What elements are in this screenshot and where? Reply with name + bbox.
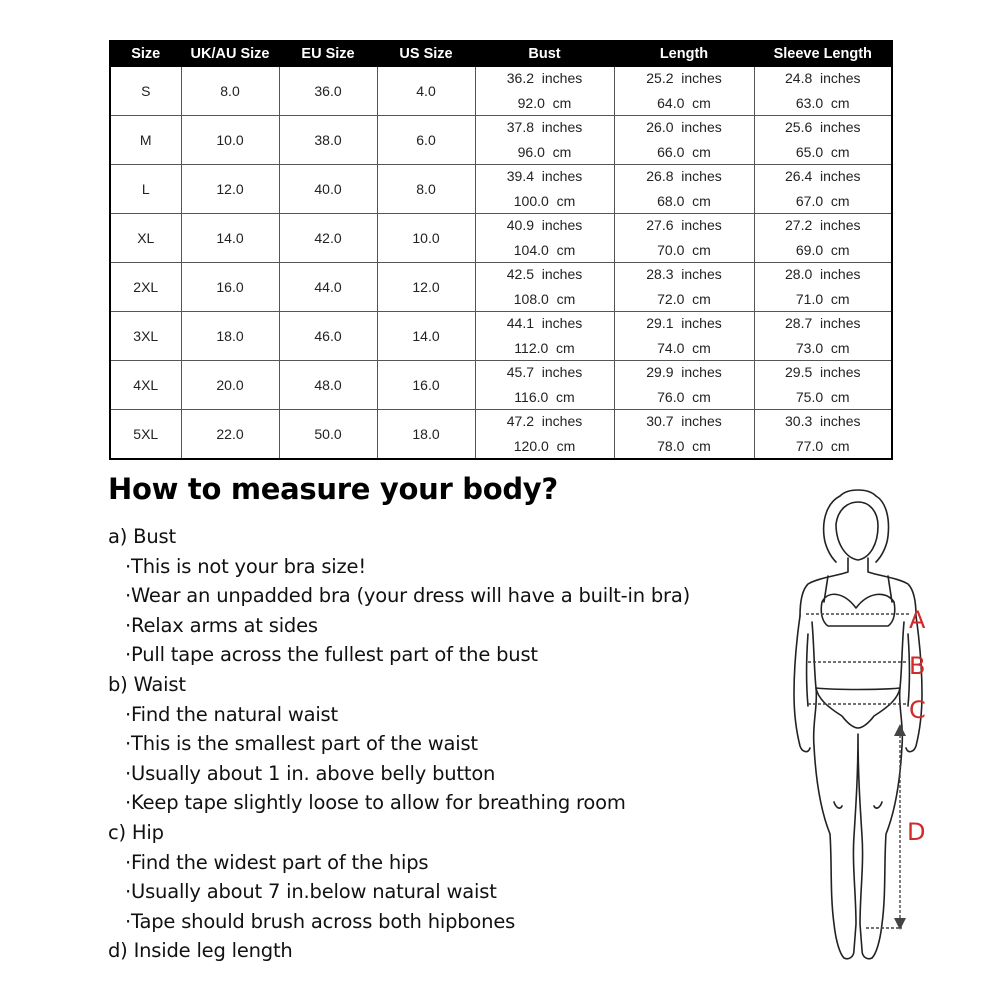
measure-guide-title: How to measure your body? [108, 472, 558, 506]
section-heading: c) Hip [108, 820, 164, 844]
sleeve-length-cm: 69.0 cm [795, 242, 850, 258]
size-cell: 2XL [110, 263, 181, 312]
table-row [110, 312, 892, 361]
length-cell [614, 312, 754, 361]
length-inches: 26.8 inches [646, 168, 722, 184]
bust-cm: 116.0 cm [514, 389, 575, 405]
us-size-cell: 16.0 [377, 361, 475, 410]
bust-cell [475, 410, 614, 460]
sleeve-length-cm: 67.0 cm [795, 193, 850, 209]
size-cell: M [110, 116, 181, 165]
bust-inches: 42.5 inches [506, 266, 583, 282]
sleeve-length-inches: 25.6 inches [785, 119, 861, 135]
sleeve-length-cell [754, 67, 892, 116]
length-cm: 72.0 cm [657, 291, 711, 307]
length-cell [614, 410, 754, 460]
section-heading: b) Waist [108, 672, 186, 696]
length-inches: 29.9 inches [646, 364, 722, 380]
eu-size-cell: 46.0 [279, 312, 377, 361]
list-item: ·Keep tape slightly loose to allow for breathing room [125, 791, 626, 815]
bust-cm: 96.0 cm [517, 144, 572, 160]
size-cell: 5XL [110, 410, 181, 460]
length-cm: 70.0 cm [657, 242, 711, 258]
section-heading: d) Inside leg length [108, 939, 293, 963]
table-row [110, 116, 892, 165]
header-eu-size: EU Size [279, 41, 377, 67]
length-cm: 66.0 cm [657, 144, 711, 160]
bust-cell [475, 67, 614, 116]
sleeve-length-inches: 24.8 inches [785, 70, 861, 86]
table-row [110, 410, 892, 460]
sleeve-length-inches: 27.2 inches [785, 217, 861, 233]
length-inches: 29.1 inches [646, 315, 722, 331]
sleeve-length-cm: 63.0 cm [795, 95, 850, 111]
eu-size-cell: 50.0 [279, 410, 377, 460]
table-row [110, 165, 892, 214]
us-size-cell: 4.0 [377, 67, 475, 116]
sleeve-length-cm: 73.0 cm [795, 340, 850, 356]
list-item: ·Relax arms at sides [125, 613, 318, 637]
section-heading: a) Bust [108, 525, 176, 548]
tape-leg-arrow-bottom-icon [894, 918, 906, 930]
sleeve-length-inches: 29.5 inches [785, 364, 861, 380]
us-size-cell: 8.0 [377, 165, 475, 214]
bust-cell [475, 165, 614, 214]
figure-briefs [816, 688, 900, 728]
list-item: ·Wear an unpadded bra (your dress will have a built-in bra) [125, 584, 691, 608]
length-cm: 78.0 cm [657, 438, 711, 454]
length-cell [614, 165, 754, 214]
length-cm: 76.0 cm [657, 389, 711, 405]
label-c: C [909, 696, 926, 724]
table-row [110, 214, 892, 263]
label-d: D [907, 818, 926, 846]
bust-inches: 36.2 inches [506, 70, 583, 86]
sleeve-length-inches: 30.3 inches [785, 413, 861, 429]
bust-cell [475, 312, 614, 361]
size-chart-header-row [110, 41, 892, 67]
list-item: ·Usually about 1 in. above belly button [125, 761, 496, 785]
bust-inches: 39.4 inches [506, 168, 583, 184]
length-cell [614, 361, 754, 410]
body-measurement-figure [778, 484, 938, 974]
size-cell: L [110, 165, 181, 214]
us-size-cell: 6.0 [377, 116, 475, 165]
bust-inches: 47.2 inches [506, 413, 583, 429]
us-size-cell: 10.0 [377, 214, 475, 263]
list-item: ·Pull tape across the fullest part of the bust [125, 643, 538, 667]
us-size-cell: 18.0 [377, 410, 475, 460]
length-cell [614, 263, 754, 312]
bust-cm: 104.0 cm [513, 242, 576, 258]
tape-leg-arrow-top-icon [894, 724, 906, 736]
table-row [110, 263, 892, 312]
label-b: B [909, 652, 926, 680]
header-size: Size [110, 41, 181, 67]
figure-legs [814, 734, 902, 959]
eu-size-cell: 38.0 [279, 116, 377, 165]
bust-cell [475, 361, 614, 410]
bust-inches: 44.1 inches [506, 315, 583, 331]
sleeve-length-cm: 75.0 cm [795, 389, 850, 405]
sleeve-length-cell [754, 410, 892, 460]
sleeve-length-inches: 26.4 inches [785, 168, 861, 184]
length-cm: 64.0 cm [657, 95, 711, 111]
us-size-cell: 14.0 [377, 312, 475, 361]
sleeve-length-cm: 77.0 cm [795, 438, 850, 454]
eu-size-cell: 36.0 [279, 67, 377, 116]
bust-cm: 100.0 cm [513, 193, 576, 209]
sleeve-length-inches: 28.7 inches [785, 315, 861, 331]
measure-guide-sections [108, 522, 748, 966]
list-item: ·Usually about 7 in.below natural waist [125, 880, 497, 904]
size-cell: 4XL [110, 361, 181, 410]
figure-bra [821, 576, 895, 626]
header-length: Length [614, 41, 754, 67]
eu-size-cell: 40.0 [279, 165, 377, 214]
figure-head [824, 490, 889, 562]
size-cell: S [110, 67, 181, 116]
header-bust: Bust [475, 41, 614, 67]
eu-size-cell: 44.0 [279, 263, 377, 312]
uk-au-size-cell: 18.0 [181, 312, 279, 361]
length-cell [614, 116, 754, 165]
sleeve-length-cell [754, 214, 892, 263]
uk-au-size-cell: 16.0 [181, 263, 279, 312]
length-cell [614, 214, 754, 263]
length-cm: 68.0 cm [657, 193, 711, 209]
sleeve-length-inches: 28.0 inches [785, 266, 861, 282]
bust-cm: 92.0 cm [517, 95, 572, 111]
length-cell [614, 67, 754, 116]
list-item: ·This is the smallest part of the waist [125, 732, 478, 756]
list-item: ·Find the widest part of the hips [125, 850, 429, 874]
bust-cm: 120.0 cm [513, 438, 576, 454]
length-inches: 30.7 inches [646, 413, 722, 429]
bust-inches: 45.7 inches [506, 364, 583, 380]
uk-au-size-cell: 10.0 [181, 116, 279, 165]
size-chart-table [109, 40, 893, 460]
size-cell: 3XL [110, 312, 181, 361]
eu-size-cell: 42.0 [279, 214, 377, 263]
bust-inches: 40.9 inches [506, 217, 583, 233]
table-row [110, 361, 892, 410]
sleeve-length-cell [754, 116, 892, 165]
sleeve-length-cm: 71.0 cm [795, 291, 850, 307]
eu-size-cell: 48.0 [279, 361, 377, 410]
uk-au-size-cell: 20.0 [181, 361, 279, 410]
sleeve-length-cell [754, 361, 892, 410]
header-sleeve-length: Sleeve Length [754, 41, 892, 67]
us-size-cell: 12.0 [377, 263, 475, 312]
uk-au-size-cell: 22.0 [181, 410, 279, 460]
bust-cm: 108.0 cm [513, 291, 576, 307]
size-cell: XL [110, 214, 181, 263]
bust-cell [475, 214, 614, 263]
figure-torso [800, 558, 916, 746]
list-item: ·Find the natural waist [125, 702, 338, 726]
uk-au-size-cell: 8.0 [181, 67, 279, 116]
sleeve-length-cell [754, 312, 892, 361]
bust-cell [475, 116, 614, 165]
list-item: ·This is not your bra size! [125, 554, 366, 578]
header-uk-au-size: UK/AU Size [181, 41, 279, 67]
length-inches: 25.2 inches [646, 70, 722, 86]
size-chart-body [110, 67, 892, 460]
uk-au-size-cell: 14.0 [181, 214, 279, 263]
sleeve-length-cell [754, 263, 892, 312]
sleeve-length-cm: 65.0 cm [795, 144, 850, 160]
bust-cell [475, 263, 614, 312]
list-item: ·Tape should brush across both hipbones [125, 909, 516, 933]
header-us-size: US Size [377, 41, 475, 67]
uk-au-size-cell: 12.0 [181, 165, 279, 214]
length-inches: 27.6 inches [646, 217, 722, 233]
sleeve-length-cell [754, 165, 892, 214]
length-inches: 26.0 inches [646, 119, 722, 135]
bust-inches: 37.8 inches [506, 119, 583, 135]
table-row [110, 67, 892, 116]
length-inches: 28.3 inches [646, 266, 722, 282]
length-cm: 74.0 cm [657, 340, 711, 356]
label-a: A [909, 606, 926, 634]
bust-cm: 112.0 cm [514, 340, 575, 356]
